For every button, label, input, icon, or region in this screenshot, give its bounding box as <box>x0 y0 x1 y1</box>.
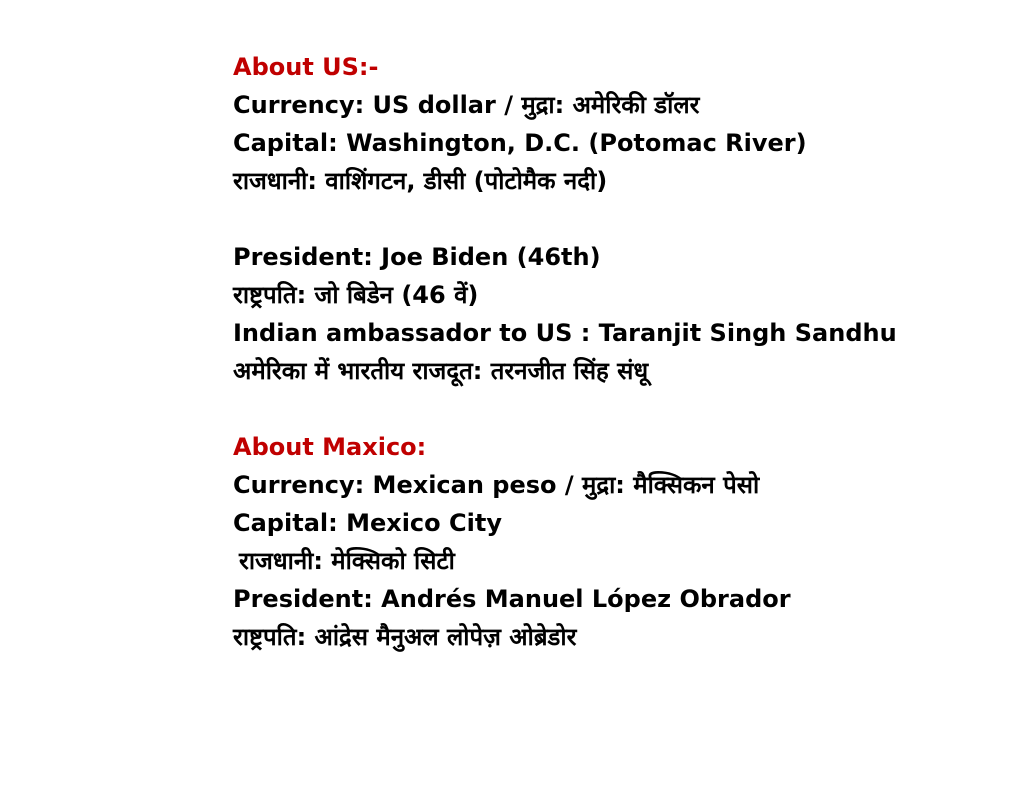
us-president-hindi: राष्ट्रपति: जो बिडेन (46 वें) <box>233 281 479 309</box>
us-heading: About US:- <box>233 53 379 81</box>
us-ambassador: Indian ambassador to US : Taranjit Singh Sandhu <box>233 319 897 347</box>
mexico-capital: Capital: Mexico City <box>233 509 502 537</box>
us-president: President: Joe Biden (46th) <box>233 243 601 271</box>
mexico-president-hindi: राष्ट्रपति: आंद्रेस मैनुअल लोपेज़ ओब्रेडोर <box>233 623 577 651</box>
mexico-currency: Currency: Mexican peso / मुद्रा: मैक्सिकन पेसो <box>233 471 760 499</box>
document-body <box>233 48 1013 656</box>
mexico-capital-hindi: राजधानी: मेक्सिको सिटी <box>239 547 455 575</box>
mexico-president: President: Andrés Manuel López Obrador <box>233 585 791 613</box>
mexico-heading: About Maxico: <box>233 433 427 461</box>
us-capital: Capital: Washington, D.C. (Potomac River) <box>233 129 807 157</box>
us-currency: Currency: US dollar / मुद्रा: अमेरिकी डॉलर <box>233 91 700 119</box>
us-capital-hindi: राजधानी: वाशिंगटन, डीसी (पोटोमैक नदी) <box>233 167 608 195</box>
section-gap <box>233 200 1013 238</box>
section-gap <box>233 390 1013 428</box>
us-ambassador-hindi: अमेरिका में भारतीय राजदूत: तरनजीत सिंह संधू <box>233 357 649 385</box>
